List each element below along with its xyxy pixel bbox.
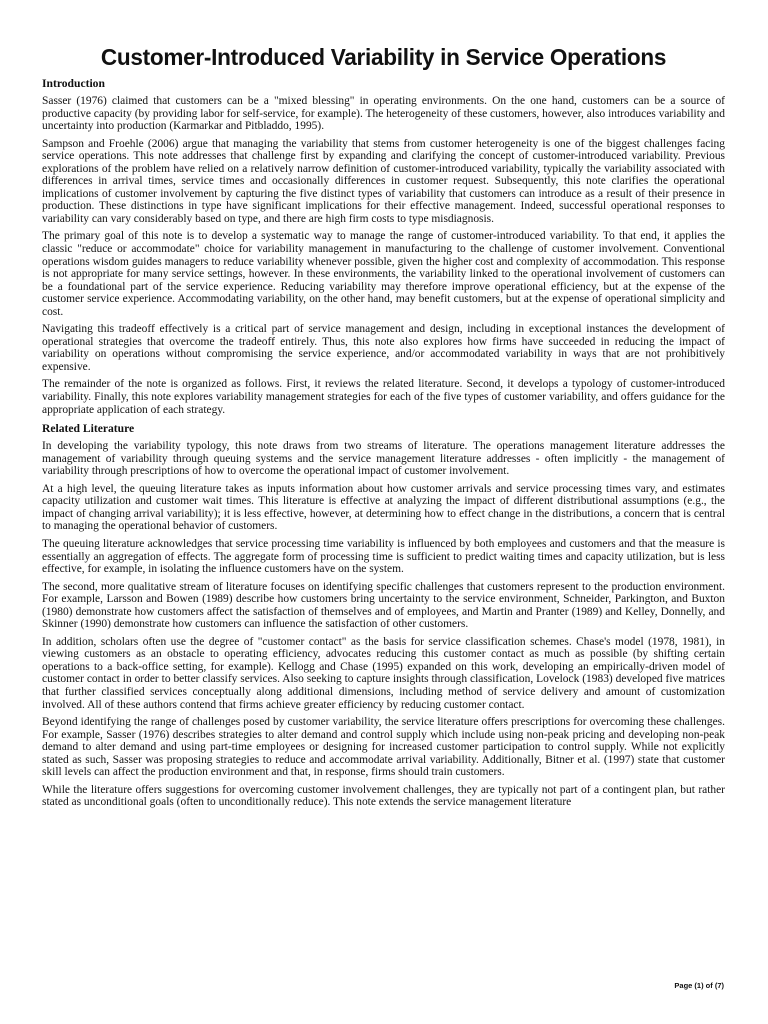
paragraph: While the literature offers suggestions for overcoming customer involvement challenges, they are typically not part of a contingent plan, but rather stated as unconditional goals (often to unconditionally reduce). This note extends the service management literature: [42, 783, 725, 809]
paragraph: The second, more qualitative stream of literature focuses on identifying specific challenges that customers represent to the production environment. For example, Larsson and Bowen (1989) describe how customers bring uncertainty to the service environment, Schneider, Parkington, and Buxton (1980) demonstrate how customers affect the satisfaction of themselves and of employees, and Martin and Pranter (1989) and Kelley, Donnelly, and Skinner (1990) demonstrate how customers can influence the satisfaction of other customers.: [42, 580, 725, 631]
paragraph: The remainder of the note is organized as follows. First, it reviews the related literature. Second, it develops a typology of customer-introduced variability. Finally, this note explores variability management strategies for each of the five types of customer variability, and offers guidance for the appropriate application of each strategy.: [42, 378, 725, 416]
paragraph: In addition, scholars often use the degree of "customer contact" as the basis for service classification schemes. Chase's model (1978, 1981), in viewing customers as an obstacle to operating efficiency, advocates reducing this customer contact as much as possible (by shifting certain operations to a back-office setting, for example). Kellogg and Chase (1995) expanded on this work, developing an empirically-driven model of customer contact in order to better classify services. Also seeking to capture insights through classification, Lovelock (1983) developed five matrices that further classified services conceptually along additional dimensions, including method of service delivery and amount of customization involved. All of these authors contend that firms achieve greater efficiency by reducing customer contact.: [42, 635, 725, 711]
section-heading-introduction: Introduction: [42, 77, 105, 90]
page-title: Customer-Introduced Variability in Service Operations: [100, 44, 667, 70]
paragraph: Sampson and Froehle (2006) argue that managing the variability that stems from customer heterogeneity is one of the biggest challenges facing service operations. This note addresses that challenge first by expanding and clarifying the concept of customer-introduced variability. Previous explorations of the problem have relied on a relatively narrow definition of customer-introduced variability, typically the variability associated with differences in arrival times, service times and occasionally differences in customer request. Subsequently, this note clarifies the operational implications of customer involvement by capturing the five distinct types of variability that customers can introduce as a result of their presence in production. These distinctions in type have significant implications for their effective management. Indeed, successful operational responses to variability can vary considerably based on type, and there are high firm costs to type misdiagnosis.: [42, 137, 725, 225]
paragraph: Navigating this tradeoff effectively is a critical part of service management and design, including in exceptional instances the development of operational strategies that overcome the tradeoff entirely. Thus, this note also explores how firms have succeeded in reducing the impact of variability on operations without compromising the service experience, and/or accommodated variability in ways that are not prohibitively expensive.: [42, 323, 725, 373]
page-number: Page (1) of (7): [674, 981, 724, 990]
paragraph: Beyond identifying the range of challenges posed by customer variability, the service literature offers prescriptions for overcoming these challenges. For example, Sasser (1976) describes strategies to alter demand and control supply which include using non-peak pricing and developing non-peak demand to alter demand and using part-time employees or designing for increased customer participation to control supply. While not explicitly stated as such, Sasser was proposing strategies to reduce and accommodate arrival variability. Additionally, Bitner et al. (1997) state that customer skill levels can affect the production environment and that, in response, firms should train customers.: [42, 716, 725, 779]
paragraph: The queuing literature acknowledges that service processing time variability is influenced by both employees and customers and that the measure is essentially an aggregation of effects. The aggregate form of processing time is sufficient to predict waiting times and capacity utilization, but is less effective, for example, in isolating the influence customers have on the system.: [42, 537, 725, 576]
paragraph: At a high level, the queuing literature takes as inputs information about how customer arrivals and service processing times vary, and estimates capacity utilization and customer wait times. This literature is effective at analyzing the impact of different distributional assumptions (e.g., the impact of changing arrival variability); it is less effective, however, at determining how to effect change in the distributions, a concern that is central to managing the operational behavior of customers.: [42, 482, 725, 533]
section-heading-related-literature: Related Literature: [42, 422, 135, 436]
paragraph: Sasser (1976) claimed that customers can be a "mixed blessing" in operating environments. On the one hand, customers can be a source of productive capacity (by providing labor for self-service, for example). The heterogeneity of these customers, however, also introduces variability and uncertainty into production (Karmarkar and Pitbladdo, 1995).: [42, 95, 725, 133]
paragraph: The primary goal of this note is to develop a systematic way to manage the range of customer-introduced variability. To that end, it applies the classic "reduce or accommodate" choice for variability management in manufacturing to the challenge of customer involvement. Conventional operations wisdom guides managers to reduce variability whenever possible, given the higher cost and complexity of accommodation. This response is not appropriate for many service settings, however. In these environments, the variability linked to the operational involvement of customers can be a foundational part of the service experience. Reducing variability may therefore improve operational efficiency, but at the expense of the customer service experience. Accommodating variability, on the other hand, may benefit customers, but at the expense of operational simplicity and cost.: [42, 230, 725, 318]
paragraph: In developing the variability typology, this note draws from two streams of literature. The operations management literature addresses the management of variability through queuing systems and the service management literature addresses - often implicitly - the management of variability through prescriptions of how to overcome the operational impact of customer involvement.: [42, 440, 725, 478]
